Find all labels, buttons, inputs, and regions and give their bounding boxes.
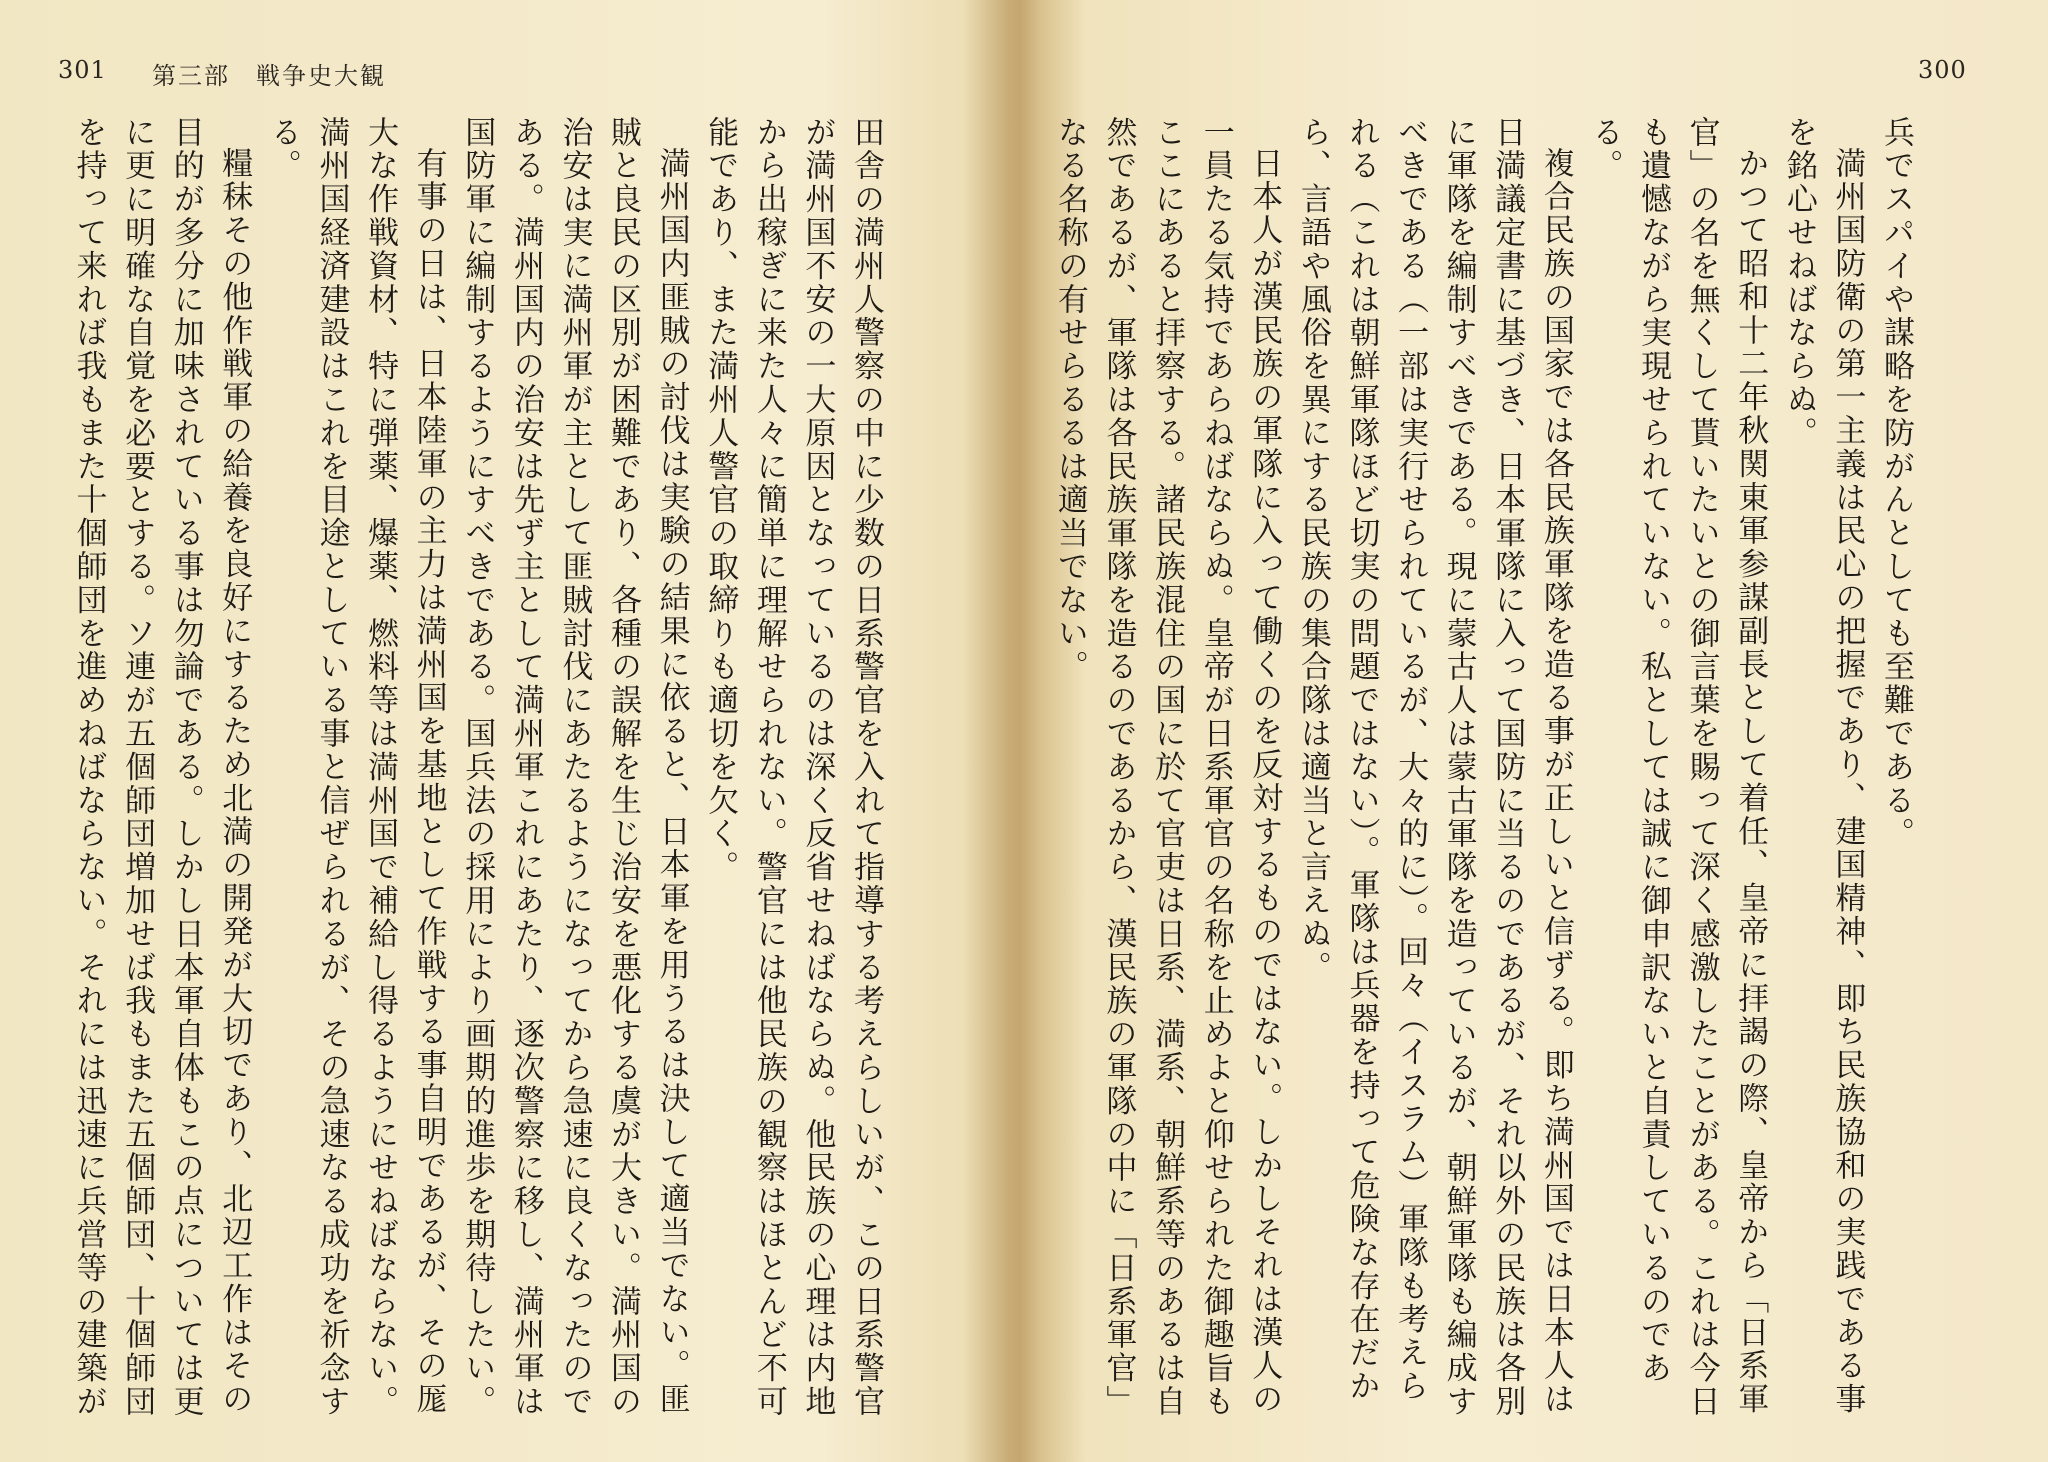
paragraph: 満州国防衛の第一主義は民心の把握であり、建国精神、即ち民族協和の実践である事を銘心せねばならぬ。 [1780,116,1866,1417]
left-page-body [55,116,890,1426]
page-number: 301 [58,56,107,84]
paragraph: 満州国内匪賊の討伐は実験の結果に依ると、日本軍を用うるは決して適当でない。匪賊と良民の区別が困難であり、各種の誤解を生じ治安を悪化する虞が大きい。満州国の治安は実に満州軍が主として匪賊討伐にあたるようになってから急速に良くなったのである。満州国内の治安は先ず主として満州軍これにあたり、逐次警察に移し、満州軍は国防軍に編制するようにすべきである。国兵法の採用により画期的進歩を期待したい。 [459,116,690,1419]
right-page [1000,0,2048,1462]
paragraph: 日本人が漢民族の軍隊に入って働くのを反対するものではない。しかしそれは漢人の一員たる気持であらねばならぬ。皇帝が日系軍官の名称を止めよと仰せられた御趣旨もここにあると拝察する。諸民族混住の国に於て官吏は日系、満系、朝鮮系等のあるは自然であるが、軍隊は各民族軍隊を造るのであるから、漢民族の軍隊の中に「日系軍官」なる名称の有せらるるは適当でない。 [1051,116,1283,1419]
paragraph: 有事の日は、日本陸軍の主力は満州国を基地として作戦する事自明であるが、その厖大な作戦資材、特に弾薬、爆薬、燃料等は満州国で補給し得るようにせねばならない。満州国経済建設はこれを目途としている事と信ぜられるが、その急速なる成功を祈念する。 [264,116,447,1419]
paragraph: かつて昭和十二年秋関東軍参謀副長として着任、皇帝に拝謁の際、皇帝から「日系軍官」の名を無くして貰いたいとの御言葉を賜って深く感激したことがある。これは今日も遺憾ながら実現せられていない。私としては誠に御申訳ないと自責しているのである。 [1586,116,1769,1419]
paragraph: 田舎の満州人警察の中に少数の日系警官を入れて指導する考えらしいが、この日系警官が満州国不安の一大原因となっているのは深く反省せねばならぬ。他民族の心理は内地から出稼ぎに来た人々に簡単に理解せられない。警官には他民族の観察はほとんど不可能であり、また満州人警官の取締りも適切を欠く。 [702,116,884,1419]
paragraph: 糧秣その他作戦軍の給養を良好にするため北満の開発が大切であり、北辺工作はその目的が多分に加味されている事は勿論である。しかし日本軍自体もこの点については更に更に明確な自覚を必要とする。ソ連が五個師団増加せば我もまた五個師団、十個師団を持って来れば我もまた十個師団を進めねばならない。それには迅速に兵営等の建築が [70,116,253,1419]
running-head: 第三部 戦争史大観 [152,62,386,90]
paragraph: 複合民族の国家では各民族軍隊を造る事が正しいと信ずる。即ち満州国では日本人は日満議定書に基づき、日本軍隊に入って国防に当るのであるが、それ以外の民族は各別に軍隊を編制すべきである。現に蒙古人は蒙古軍隊を造っているが、朝鮮軍隊も編成すべきである（一部は実行せられているが、大々的に）。回々（イスラム）軍隊も考えられる（これは朝鮮軍隊ほど切実の問題ではない）。軍隊は兵器を持って危険な存在だから、言語や風俗を異にする民族の集合隊は適当と言えぬ。 [1294,116,1574,1419]
paragraph: 兵でスパイや謀略を防がんとしても至難である。 [1878,116,1914,851]
right-page-body [1051,116,1920,1426]
page-number: 300 [1918,56,1967,84]
left-page [0,0,1000,1462]
